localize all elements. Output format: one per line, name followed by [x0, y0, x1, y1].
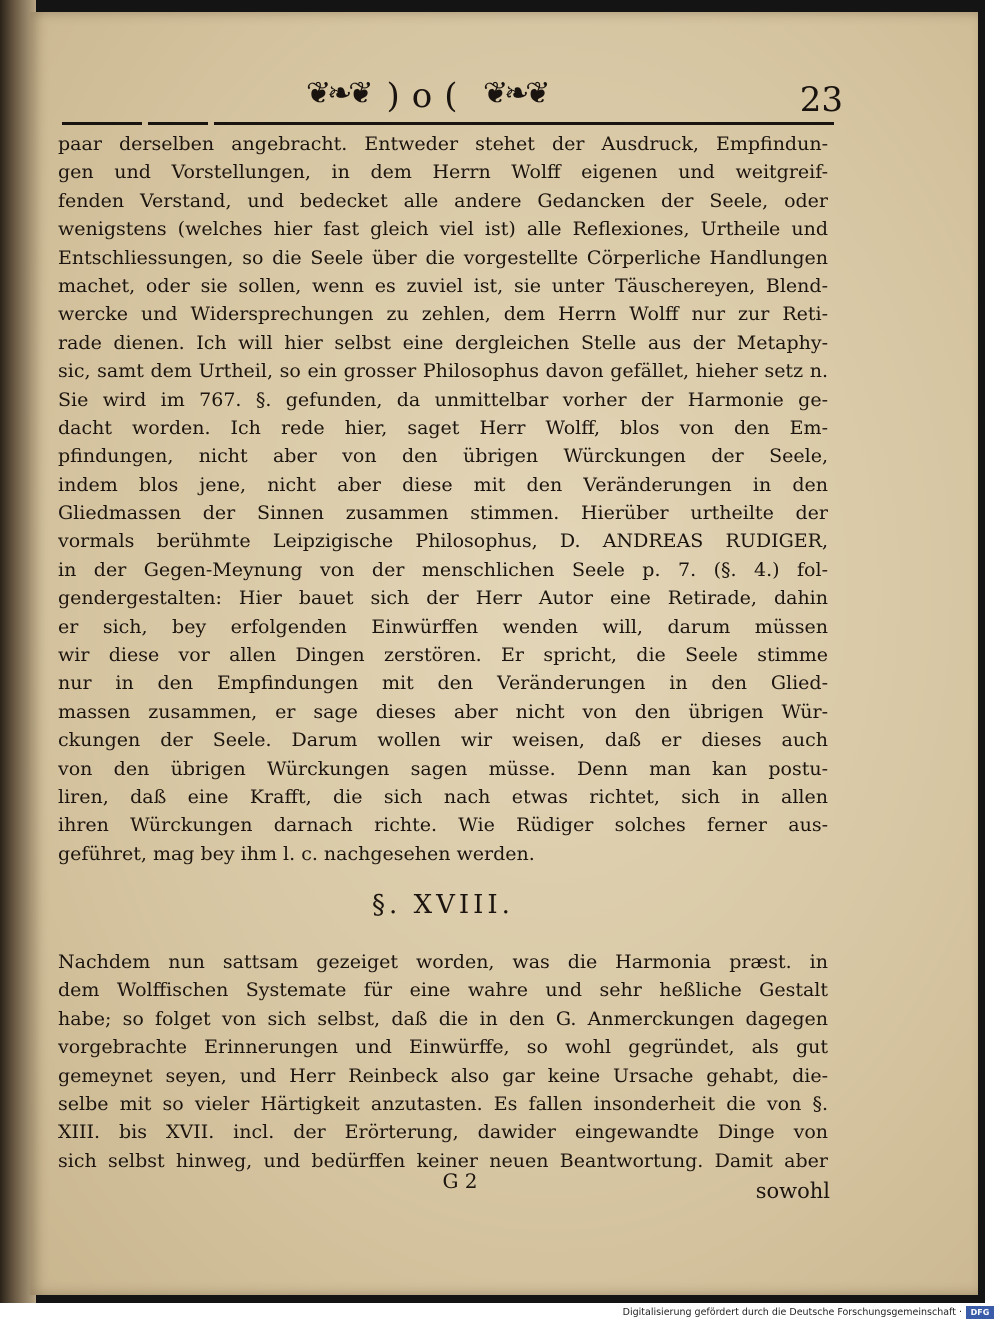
paragraph-1 [58, 130, 828, 868]
text-line: ckungen der Seele. Darum wollen wir weisen, daß er dieses auch [58, 729, 828, 752]
text-line: vormals berühmte Leipzigische Philosophus, D. ANDREAS RUDIGER, [58, 530, 828, 553]
text-line: wenigstens (welches hier fast gleich viel ist) alle Reflexiones, Urtheile und [58, 218, 828, 241]
text-line: Gliedmassen der Sinnen zusammen stimmen. Hierüber urtheilte der [58, 502, 828, 525]
text-line: sich selbst hinweg, und bedürffen keiner neuen Beantwortung. Damit aber [58, 1149, 828, 1172]
header-center-mark: )o( [386, 76, 470, 116]
text-line: machet, oder sie sollen, wenn es zuviel ist, sie unter Täuschereyen, Blend- [58, 274, 828, 297]
page-number: 23 [799, 80, 843, 120]
ornament-left-icon: ❦❧❦ [306, 76, 370, 111]
header-rule [214, 122, 834, 125]
text-line: von den übrigen Würckungen sagen müsse. Denn man kan postu- [58, 757, 828, 780]
text-line: Nachdem nun sattsam gezeiget worden, was die Harmonia præst. in [58, 951, 828, 973]
page-header [58, 68, 843, 128]
text-line: selbe mit so vieler Härtigkeit anzutasten. Es fallen insonderheit die von §. [58, 1092, 828, 1115]
text-line: dacht worden. Ich rede hier, saget Herr Wolff, blos von den Em- [58, 416, 828, 439]
text-line: pfindungen, nicht aber von den übrigen Würckungen der Seele, [58, 445, 828, 468]
text-line: wercke und Widersprechungen zu zehlen, dem Herrn Wolff nur zur Reti- [58, 303, 828, 326]
paragraph-2 [58, 948, 828, 1175]
catchword: sowohl [755, 1179, 830, 1203]
text-line: Sie wird im 767. §. gefunden, da unmittelbar vorher der Harmonie ge- [58, 388, 828, 411]
dfg-logo-icon: DFG [966, 1306, 994, 1319]
text-line: ihren Würckungen darnach richte. Wie Rüdiger solches ferner aus- [58, 814, 828, 837]
section-heading: §. XVIII. [372, 890, 514, 920]
funding-credit: Digitalisierung gefördert durch die Deutsche Forschungsgemeinschaft · [622, 1307, 962, 1318]
text-line: XIII. bis XVII. incl. der Erörterung, dawider eingewandte Dinge von [58, 1121, 828, 1144]
text-line: gen und Vorstellungen, in dem Herrn Wolff eigenen und weitgreif- [58, 161, 828, 184]
header-rule [62, 122, 142, 125]
text-line: nur in den Empfindungen mit den Veränderungen in den Glied- [58, 672, 828, 695]
text-line: sic, samt dem Urtheil, so ein grosser Philosophus davon gefället, hieher setz n. [58, 360, 828, 383]
text-line: in der Gegen-Meynung von der menschlichen Seele p. 7. (§. 4.) fol- [58, 558, 828, 581]
text-line: dem Wolffischen Systemate für eine wahre und sehr heßliche Gestalt [58, 979, 828, 1002]
text-line: paar derselben angebracht. Entweder stehet der Ausdruck, Empfindun- [58, 133, 828, 155]
signature-mark: G 2 [442, 1169, 478, 1193]
text-line: liren, daß eine Krafft, die sich nach etwas richtet, sich in allen [58, 785, 828, 808]
text-line: rade dienen. Ich will hier selbst eine dergleichen Stelle aus der Metaphy- [58, 331, 828, 354]
footer-bar [0, 1303, 1000, 1321]
text-line: habe; so folget von sich selbst, daß die in den G. Anmerckungen dagegen [58, 1007, 828, 1030]
ornament-right-icon: ❦❧❦ [483, 76, 547, 111]
text-line: geführet, mag bey ihm l. c. nachgesehen werden. [58, 842, 535, 865]
text-line: indem blos jene, nicht aber diese mit den Veränderungen in den [58, 473, 828, 496]
text-line: gendergestalten: Hier bauet sich der Herr Autor eine Retirade, dahin [58, 587, 828, 610]
text-line: Entschliessungen, so die Seele über die vorgestellte Cörperliche Handlungen [58, 246, 828, 269]
header-rule [148, 122, 208, 125]
text-line: fenden Verstand, und bedecket alle andere Gedancken der Seele, oder [58, 189, 828, 212]
text-line: er sich, bey erfolgenden Einwürffen wenden will, darum müssen [58, 615, 828, 638]
text-line: gemeynet seyen, und Herr Reinbeck also gar keine Ursache gehabt, die- [58, 1064, 828, 1087]
text-line: vorgebrachte Erinnerungen und Einwürffe, so wohl gegründet, als gut [58, 1036, 828, 1059]
text-line: wir diese vor allen Dingen zerstören. Er spricht, die Seele stimme [58, 644, 828, 667]
text-line: massen zusammen, er sage dieses aber nicht von den übrigen Wür- [58, 700, 828, 723]
